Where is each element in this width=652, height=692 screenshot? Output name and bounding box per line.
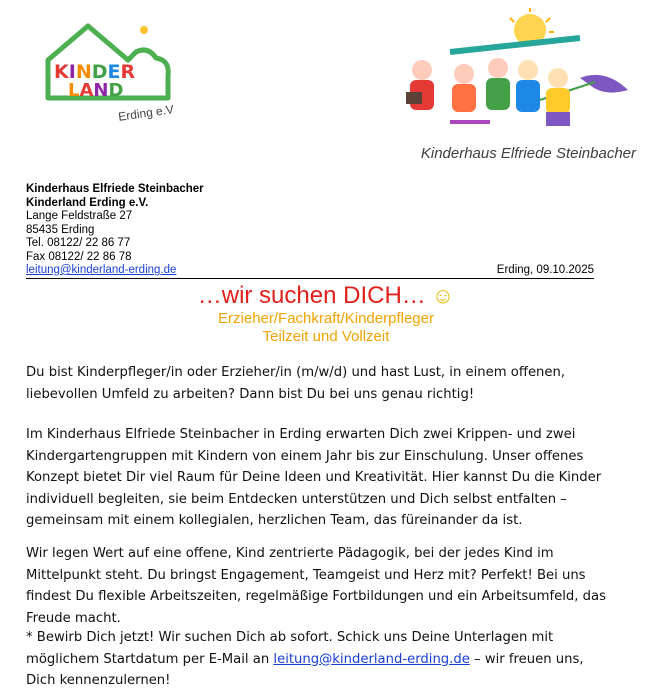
address-city: 85435 Erding xyxy=(26,223,95,236)
employment-type: Teilzeit und Vollzeit xyxy=(262,328,390,345)
paragraph-intro: Du bist Kinderpfleger/in oder Erzieher/in (m/w/d) und hast Lust, in einem offenen, liebevollen Umfeld zu arbeiten? Dann bist Du bei uns genau richtig! xyxy=(26,365,566,402)
address-street: Lange Feldstraße 27 xyxy=(26,210,133,223)
svg-text:LAND: LAND xyxy=(68,80,124,101)
email-link[interactable]: leitung@kinderland-erding.de xyxy=(26,264,177,276)
children-illustration xyxy=(380,8,640,138)
address-fax: Fax 08122/ 22 86 78 xyxy=(26,250,132,263)
job-titles: Erzieher/Fachkraft/Kinderpfleger xyxy=(218,310,434,327)
bewerbung-email-link[interactable]: leitung@kinderland-erding.de xyxy=(273,651,470,667)
contact-row xyxy=(26,264,594,279)
header-kinderhaus-title: Kinderhaus Elfriede Steinbacher xyxy=(420,145,636,162)
address-block xyxy=(26,183,204,265)
bewerbung-text: * Bewirb Dich jetzt! Wir suchen Dich ab sofort. Schick uns Deine Unterlagen mit möglichem Startdatum per E-Mail an xyxy=(26,630,554,667)
headline xyxy=(0,282,652,310)
svg-text:KINDER: KINDER xyxy=(54,61,136,83)
bewerbung-text-end: – wir freuen uns, Dich kennenzulernen! xyxy=(26,651,584,688)
paragraph-paedagogik: Wir legen Wert auf eine offene, Kind zentrierte Pädagogik, bei der jedes Kind im Mittelpunkt steht. Du bringst Engagement, Teamgeist und Herz mit? Perfekt! Bei uns findest Du flexible Arbeitszeiten, regelmäßige Fortbildungen und ein Arbeitsumfeld, das Freude macht. xyxy=(26,546,606,626)
address-line2: Kinderland Erding e.V. xyxy=(26,196,149,209)
paragraph-bewerbung xyxy=(26,627,616,692)
address-tel: Tel. 08122/ 22 86 77 xyxy=(26,237,131,250)
headline-text: …wir suchen DICH… xyxy=(197,282,426,309)
smiley-icon: ☺ xyxy=(431,283,455,308)
paragraph-kinderhaus: Im Kinderhaus Elfriede Steinbacher in Erding erwarten Dich zwei Krippen- und zwei Kindergartengruppen mit Kindern von einem Jahr bis zur Einschulung. Unser offenes Konzept bietet Dir viel Raum für Deine Ideen und Kreativität. Hier kannst Du die Kinder individuell begleiten, sie beim Entdecken unterstützen und Dich selbst entfalten – gemeinsam mit einem kollegialen, herzlichen Team, das füreinander da ist. xyxy=(26,427,602,528)
kinderland-logo xyxy=(40,18,180,130)
letter-date: Erding, 09.10.2025 xyxy=(496,264,594,276)
logo-erding-text: Erding e.V xyxy=(117,102,175,124)
address-line1: Kinderhaus Elfriede Steinbacher xyxy=(26,183,204,195)
